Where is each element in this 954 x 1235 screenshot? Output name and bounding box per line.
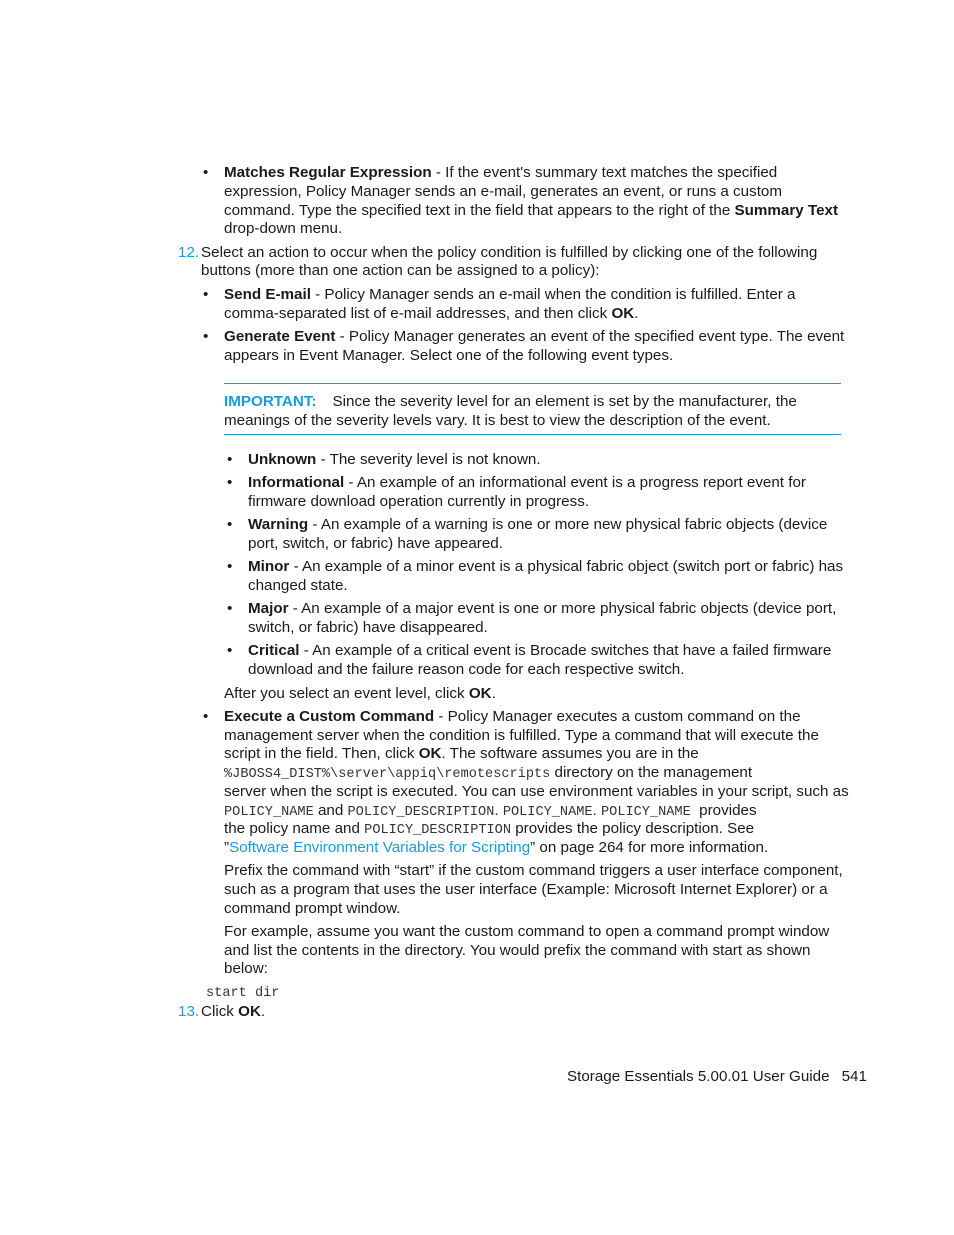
bullet-dot: • (227, 600, 233, 617)
bullet-dot: • (203, 708, 209, 725)
bullet-dot: • (203, 286, 209, 303)
bullet-dot: • (227, 516, 233, 533)
bullet-dot: • (203, 164, 209, 181)
step-number: 12. (178, 244, 200, 261)
important-label: IMPORTANT: (224, 393, 317, 410)
page-number: 541 (841, 1068, 867, 1085)
bullet-dot: • (227, 558, 233, 575)
bullet-dot: • (227, 451, 233, 468)
note-bottom-rule (224, 434, 841, 435)
path-code: %JBOSS4_DIST%\server\appiq\remotescripts (224, 767, 551, 782)
bullet-dot: • (227, 474, 233, 491)
step-number: 13. (178, 1003, 200, 1020)
guide-title: Storage Essentials 5.00.01 User Guide (567, 1068, 830, 1085)
bullet-dot: • (227, 642, 233, 659)
term-generate-event: Generate Event (224, 328, 336, 345)
after-select-text: After you select an event level, click OK. (224, 685, 496, 702)
note-top-rule (224, 383, 841, 384)
term-send-email: Send E-mail (224, 286, 311, 303)
software-env-vars-link[interactable]: Software Environment Variables for Scripting (229, 839, 531, 856)
term-matches-regex: Matches Regular Expression (224, 164, 432, 181)
term-execute-command: Execute a Custom Command (224, 708, 435, 725)
bullet-dot: • (203, 328, 209, 345)
code-sample: start dir (206, 986, 280, 1001)
